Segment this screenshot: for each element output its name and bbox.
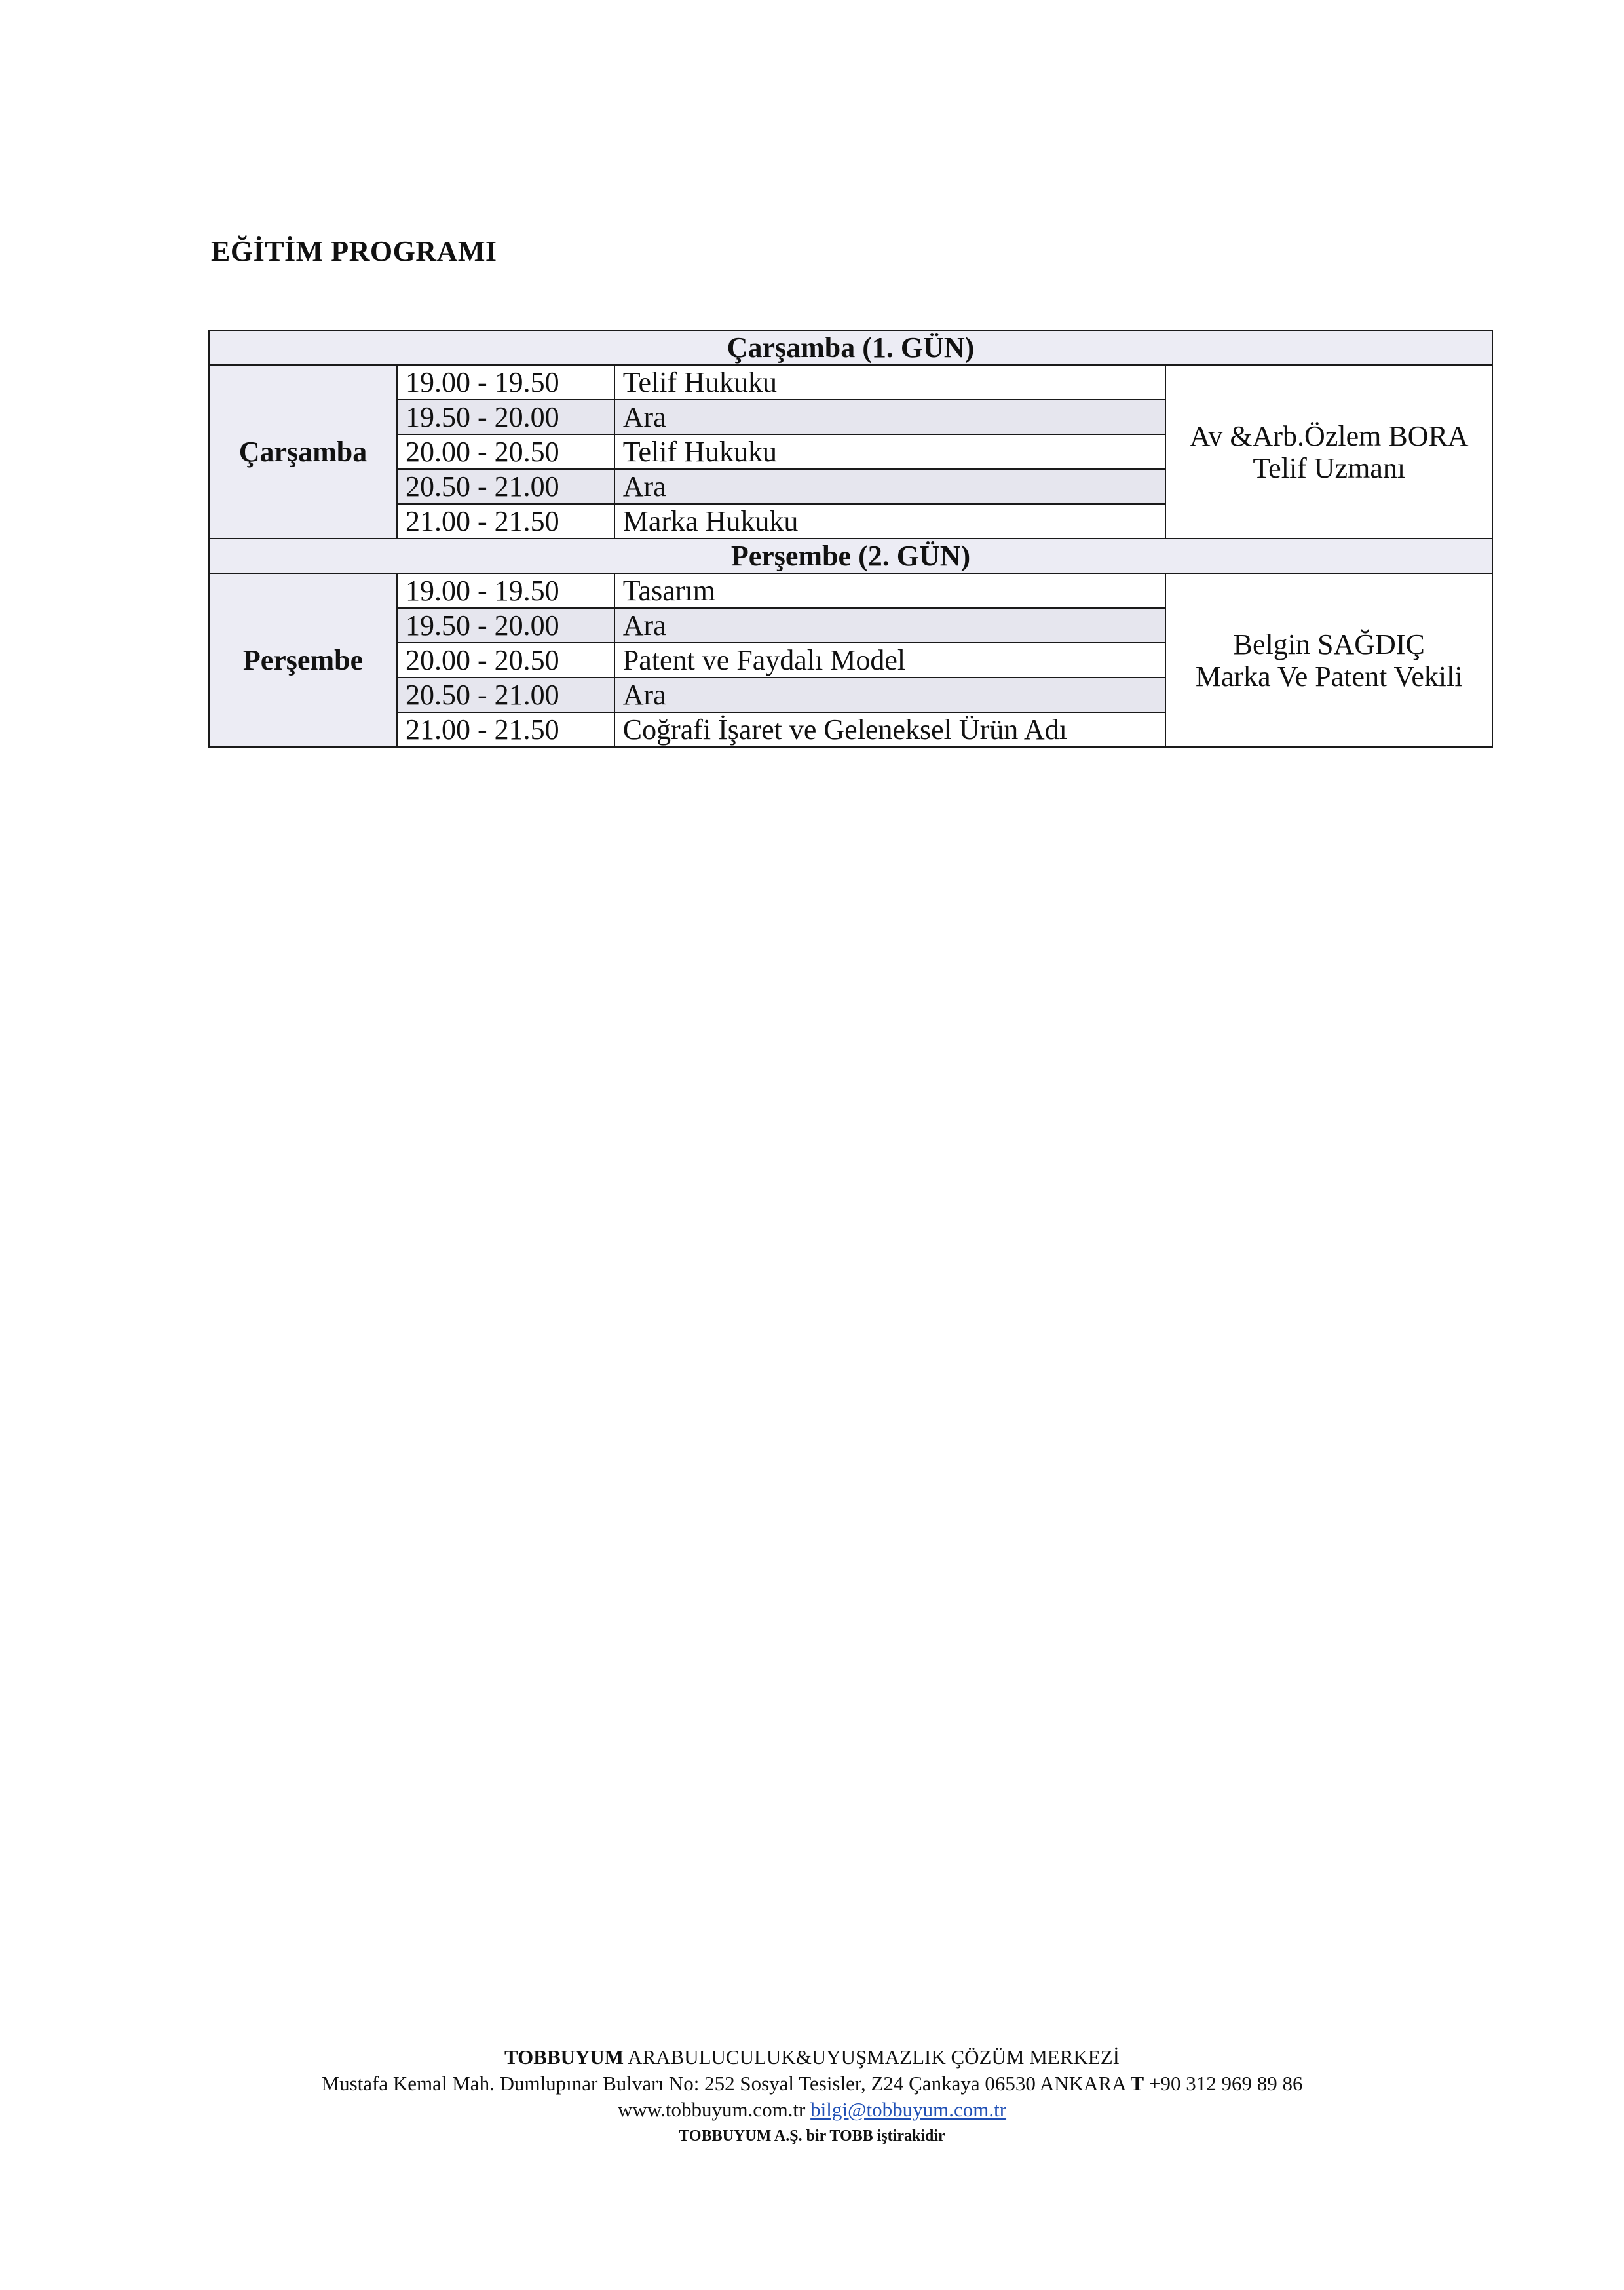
footer (0, 2044, 1624, 2149)
instructor-cell (1165, 573, 1492, 747)
session-time: 19.00 - 19.50 (397, 365, 614, 400)
footer-phone: +90 312 969 89 86 (1144, 2072, 1303, 2095)
instructor-title: Marka Ve Patent Vekili (1195, 660, 1463, 693)
session-topic: Ara (614, 469, 1166, 504)
footer-org-line (0, 2044, 1624, 2071)
session-time: 20.00 - 20.50 (397, 434, 614, 469)
day-header: Perşembe (2. GÜN) (209, 539, 1492, 573)
session-time: 20.50 - 21.00 (397, 469, 614, 504)
instructor-name: Av &Arb.Özlem BORA (1189, 419, 1469, 452)
session-topic: Ara (614, 400, 1166, 434)
session-topic: Ara (614, 677, 1166, 712)
footer-affiliation: TOBBUYUM A.Ş. bir TOBB iştirakidir (679, 2128, 945, 2145)
footer-website: www.tobbuyum.com.tr (617, 2098, 806, 2121)
session-topic: Patent ve Faydalı Model (614, 643, 1166, 677)
instructor-cell (1165, 365, 1492, 539)
footer-contact-line (0, 2097, 1624, 2123)
training-program-table (208, 330, 1493, 748)
footer-address-line (0, 2071, 1624, 2097)
session-time: 19.50 - 20.00 (397, 608, 614, 643)
footer-org-prefix: TOBBUYUM (504, 2046, 624, 2069)
footer-email-link[interactable]: bilgi@tobbuyum.com.tr (810, 2098, 1007, 2121)
day-header: Çarşamba (1. GÜN) (209, 330, 1492, 365)
session-time: 20.00 - 20.50 (397, 643, 614, 677)
session-time: 20.50 - 21.00 (397, 677, 614, 712)
session-topic: Coğrafi İşaret ve Geleneksel Ürün Adı (614, 712, 1166, 747)
page-title: EĞİTİM PROGRAMI (211, 235, 497, 267)
session-time: 19.50 - 20.00 (397, 400, 614, 434)
day-name-cell: Çarşamba (209, 365, 397, 539)
footer-address: Mustafa Kemal Mah. Dumlupınar Bulvarı No: 252 Sosyal Tesisler, Z24 Çankaya 06530 ANKARA (321, 2072, 1131, 2095)
day-header-row (209, 330, 1492, 365)
session-topic: Tasarım (614, 573, 1166, 608)
footer-phone-label: T (1130, 2072, 1144, 2095)
session-topic: Marka Hukuku (614, 504, 1166, 539)
session-row (209, 573, 1492, 608)
session-time: 21.00 - 21.50 (397, 504, 614, 539)
session-time: 21.00 - 21.50 (397, 712, 614, 747)
session-topic: Telif Hukuku (614, 434, 1166, 469)
session-row (209, 365, 1492, 400)
day-header-row (209, 539, 1492, 573)
session-topic: Telif Hukuku (614, 365, 1166, 400)
session-time: 19.00 - 19.50 (397, 573, 614, 608)
instructor-name: Belgin SAĞDIÇ (1233, 628, 1425, 660)
day-name-cell: Perşembe (209, 573, 397, 747)
footer-org-name: ARABULUCULUK&UYUŞMAZLIK ÇÖZÜM MERKEZİ (624, 2046, 1120, 2069)
session-topic: Ara (614, 608, 1166, 643)
instructor-title: Telif Uzmanı (1253, 451, 1406, 484)
